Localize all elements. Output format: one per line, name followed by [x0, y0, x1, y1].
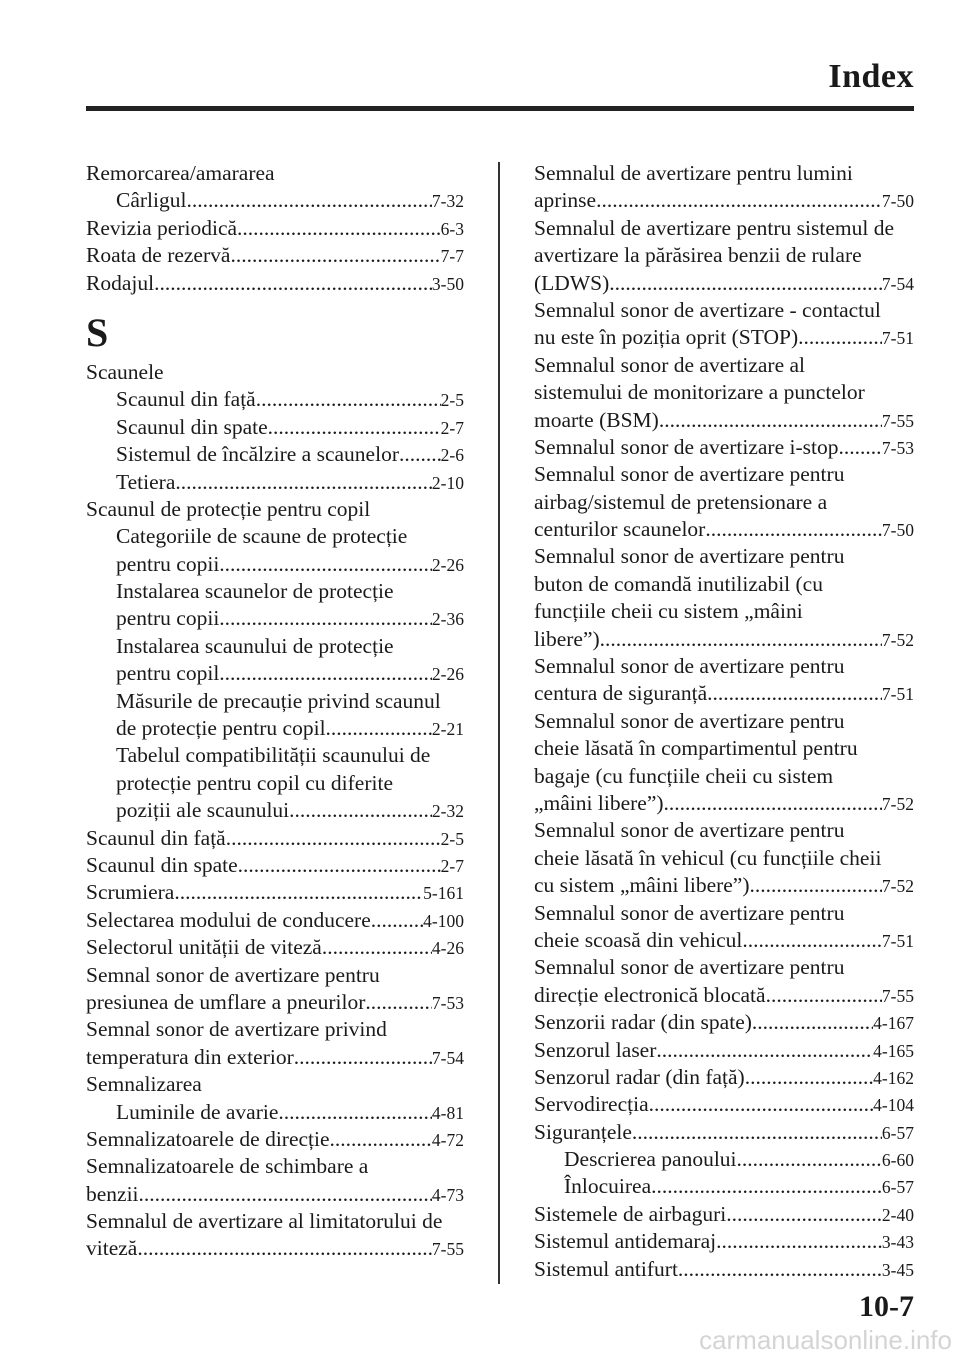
index-entry [86, 825, 464, 852]
index-subentry [86, 469, 464, 496]
entry-label: avertizare la părăsirea benzii de rulare [534, 243, 862, 268]
entry-page-ref: 4-104 [873, 1095, 914, 1116]
entry-label: Semnal sonor de avertizare pentru [86, 962, 380, 987]
index-entry [534, 982, 914, 1009]
dot-leader [737, 1146, 882, 1173]
index-entry [534, 872, 914, 899]
index-entry [86, 496, 464, 523]
entry-page-ref: 7-50 [881, 191, 914, 212]
entry-page-ref: 2-26 [431, 554, 464, 575]
dot-leader [678, 1256, 882, 1283]
entry-page-ref: 2-10 [431, 472, 464, 493]
dot-leader [175, 469, 432, 496]
entry-page-ref: 7-50 [881, 520, 914, 541]
entry-label: pentru copii [116, 551, 220, 576]
entry-label: Semnalizatoarele de direcție [86, 1126, 330, 1151]
index-column-right [534, 160, 914, 1283]
index-entry [534, 242, 914, 269]
dot-leader [839, 434, 882, 461]
entry-label: Semnalul sonor de avertizare pentru [534, 544, 845, 569]
entry-label: Scaunul din spate [86, 852, 238, 877]
entry-label: cheie lăsată în compartimentul pentru [534, 736, 858, 761]
dot-leader [237, 215, 441, 242]
index-entry [534, 817, 914, 844]
entry-page-ref: 2-5 [440, 828, 464, 849]
entry-page-ref: 2-26 [431, 664, 464, 685]
watermark: carmanualsonline.info [699, 1325, 952, 1355]
index-entry [534, 1119, 914, 1146]
index-subentry [86, 715, 464, 742]
index-subentry [534, 1173, 914, 1200]
entry-label: Scaunul de protecție pentru copil [86, 496, 371, 521]
entry-label: Semnalul sonor de avertizare pentru [534, 462, 845, 487]
dot-leader [726, 1201, 882, 1228]
entry-label: Instalarea scaunului de protecție [116, 633, 394, 658]
index-subentry [86, 688, 464, 715]
index-entry [534, 407, 914, 434]
entry-page-ref: 6-57 [881, 1122, 914, 1143]
entry-page-ref: 4-167 [873, 1013, 914, 1034]
entry-label: Descrierea panoului [564, 1147, 737, 1172]
index-subentry [86, 742, 464, 769]
entry-page-ref: 7-51 [881, 684, 914, 705]
entry-label: Scaunele [86, 359, 164, 384]
index-entry [86, 215, 464, 242]
entry-page-ref: 4-165 [873, 1040, 914, 1061]
index-entry [534, 352, 914, 379]
entry-label: nu este în poziția oprit (STOP) [534, 325, 799, 350]
index-entry [534, 763, 914, 790]
dot-leader [705, 516, 882, 543]
dot-leader [798, 324, 882, 351]
index-entry [534, 324, 914, 351]
index-entry [86, 1235, 464, 1262]
index-entry [86, 1153, 464, 1180]
index-entry [534, 434, 914, 461]
dot-leader [365, 989, 432, 1016]
entry-label: Semnalul de avertizare al limitatorului de [86, 1209, 443, 1234]
entry-label: Remorcarea/amararea [86, 161, 275, 185]
index-entry [86, 1181, 464, 1208]
entry-label: Sistemul de încălzire a scaunelor [116, 442, 399, 467]
entry-label: libere”) [534, 626, 600, 651]
dot-leader [268, 414, 441, 441]
dot-leader [371, 907, 423, 934]
entry-page-ref: 2-32 [431, 801, 464, 822]
index-entry [534, 900, 914, 927]
index-entry [534, 543, 914, 570]
index-entry [86, 160, 464, 187]
entry-label: Semnalizarea [86, 1072, 202, 1097]
entry-label: Senzorul radar (din față) [534, 1064, 745, 1089]
index-entry [534, 160, 914, 187]
dot-leader [330, 1126, 432, 1153]
entry-label: Semnalul de avertizare pentru sistemul de [534, 215, 894, 240]
dot-leader [609, 270, 882, 297]
index-subentry [86, 660, 464, 687]
entry-page-ref: 2-5 [440, 390, 464, 411]
dot-leader [600, 626, 882, 653]
index-subentry [534, 1146, 914, 1173]
index-entry [534, 845, 914, 872]
entry-page-ref: 2-7 [440, 417, 464, 438]
index-subentry [86, 1099, 464, 1126]
index-entry [534, 1256, 914, 1283]
entry-page-ref: 7-32 [431, 191, 464, 212]
dot-leader [256, 386, 441, 413]
entry-label: Scrumiera [86, 880, 175, 905]
entry-label: Semnalul sonor de avertizare i-stop [534, 434, 839, 459]
index-entry [534, 927, 914, 954]
dot-leader [632, 1119, 882, 1146]
dot-leader [230, 242, 440, 269]
index-entry [534, 1064, 914, 1091]
index-entry [86, 852, 464, 879]
entry-label: Sistemul antidemaraj [534, 1229, 717, 1254]
entry-label: Cârligul [116, 188, 187, 213]
index-entry [534, 461, 914, 488]
entry-page-ref: 4-26 [431, 938, 464, 959]
index-entry [534, 1201, 914, 1228]
entry-label: Semnalul sonor de avertizare pentru [534, 818, 845, 843]
entry-label: buton de comandă inutilizabil (cu [534, 571, 823, 596]
index-column-left [86, 160, 464, 1263]
entry-label: Tabelul compatibilității scaunului de [116, 743, 431, 768]
entry-label: presiunea de umflare a pneurilor [86, 989, 366, 1014]
entry-label: viteză [86, 1236, 138, 1261]
entry-page-ref: 6-57 [881, 1177, 914, 1198]
index-entry [86, 242, 464, 269]
index-entry [86, 934, 464, 961]
index-entry [534, 187, 914, 214]
index-entry [534, 1009, 914, 1036]
index-entry [86, 270, 464, 297]
dot-leader [226, 825, 441, 852]
entry-label: centura de siguranță [534, 681, 708, 706]
entry-page-ref: 2-6 [440, 445, 464, 466]
dot-leader [664, 790, 882, 817]
entry-label: benzii [86, 1181, 139, 1206]
entry-label: Semnalul sonor de avertizare pentru [534, 708, 845, 733]
entry-page-ref: 4-73 [431, 1184, 464, 1205]
dot-leader [289, 797, 432, 824]
entry-page-ref: 4-81 [431, 1102, 464, 1123]
entry-page-ref: 3-45 [881, 1259, 914, 1280]
entry-label: Selectarea modului de conducere [86, 907, 371, 932]
index-entry [534, 215, 914, 242]
dot-leader [659, 407, 882, 434]
entry-label: Semnalul sonor de avertizare - contactul [534, 297, 881, 322]
entry-label: funcțiile cheii cu sistem „mâini [534, 599, 803, 624]
entry-label: aprinse [534, 188, 597, 213]
dot-leader [278, 1099, 432, 1126]
index-subentry [86, 386, 464, 413]
entry-page-ref: 7-53 [881, 437, 914, 458]
entry-label: Roata de rezervă [86, 243, 231, 268]
entry-page-ref: 6-60 [881, 1150, 914, 1171]
entry-label: Sistemul antifurt [534, 1256, 678, 1281]
entry-page-ref: 7-53 [431, 992, 464, 1013]
dot-leader [707, 680, 882, 707]
dot-leader [139, 1181, 432, 1208]
index-entry [534, 516, 914, 543]
entry-label: cheie lăsată în vehicul (cu funcțiile cheii [534, 845, 882, 870]
dot-leader [137, 1235, 432, 1262]
entry-page-ref: 7-52 [881, 629, 914, 650]
dot-leader [322, 934, 432, 961]
index-section-letter: S [86, 309, 109, 355]
dot-leader [766, 982, 882, 1009]
entry-label: airbag/sistemul de pretensionare a [534, 489, 828, 514]
entry-label: Scaunul din spate [116, 414, 268, 439]
dot-leader [154, 270, 432, 297]
entry-label: Semnalul sonor de avertizare pentru [534, 900, 845, 925]
header-rule [86, 106, 914, 111]
entry-page-ref: 4-162 [873, 1067, 914, 1088]
entry-label: Selectorul unității de viteză [86, 935, 322, 960]
entry-label: Semnalul sonor de avertizare pentru [534, 654, 845, 679]
index-subentry [86, 551, 464, 578]
entry-label: Sistemele de airbaguri [534, 1201, 727, 1226]
index-entry [534, 598, 914, 625]
entry-label: Scaunul din față [116, 387, 256, 412]
entry-label: Servodirecția [534, 1092, 649, 1117]
index-entry [86, 359, 464, 386]
index-subentry [86, 770, 464, 797]
entry-page-ref: 7-51 [881, 930, 914, 951]
dot-leader [649, 1091, 874, 1118]
index-entry [534, 790, 914, 817]
entry-page-ref: 7-55 [431, 1239, 464, 1260]
index-entry [534, 489, 914, 516]
index-entry [86, 1208, 464, 1235]
entry-label: Luminile de avarie [116, 1099, 279, 1124]
entry-page-ref: 4-72 [431, 1129, 464, 1150]
entry-label: bagaje (cu funcțiile cheii cu sistem [534, 763, 834, 788]
entry-label: sistemului de monitorizare a punctelor [534, 380, 865, 405]
entry-label: protecție pentru copil cu diferite [116, 770, 393, 795]
entry-label: cheie scoasă din vehicul [534, 927, 743, 952]
dot-leader [219, 551, 432, 578]
column-divider [498, 162, 500, 1284]
entry-label: direcție electronică blocată [534, 982, 766, 1007]
entry-label: pentru copii [116, 606, 220, 631]
entry-label: „mâini libere”) [534, 790, 664, 815]
entry-page-ref: 7-7 [440, 246, 464, 267]
index-subentry [86, 187, 464, 214]
dot-leader [750, 872, 882, 899]
dot-leader [326, 715, 432, 742]
entry-page-ref: 7-54 [881, 273, 914, 294]
entry-label: pentru copil [116, 661, 220, 686]
index-entry [534, 270, 914, 297]
index-entry [86, 962, 464, 989]
entry-label: Senzorii radar (din spate) [534, 1010, 752, 1035]
index-entry [86, 907, 464, 934]
entry-page-ref: 2-40 [881, 1204, 914, 1225]
index-entry [534, 379, 914, 406]
entry-label: Tetiera [116, 469, 176, 494]
entry-page-ref: 7-54 [431, 1047, 464, 1068]
dot-leader [399, 441, 441, 468]
entry-label: Senzorul laser [534, 1037, 657, 1062]
dot-leader [219, 660, 432, 687]
entry-label: Semnalizatoarele de schimbare a [86, 1154, 369, 1179]
entry-label: (LDWS) [534, 270, 610, 295]
index-entry [534, 708, 914, 735]
entry-label: Măsurile de precauție privind scaunul [116, 688, 441, 713]
dot-leader [745, 1064, 873, 1091]
index-subentry [86, 605, 464, 632]
dot-leader [752, 1009, 873, 1036]
page-number: 10-7 [859, 1290, 914, 1323]
entry-label: Semnalul de avertizare pentru lumini [534, 161, 853, 185]
dot-leader [716, 1228, 882, 1255]
entry-page-ref: 3-50 [431, 273, 464, 294]
entry-page-ref: 7-55 [881, 985, 914, 1006]
index-entry [534, 626, 914, 653]
entry-label: Scaunul din față [86, 825, 226, 850]
index-entry [86, 1126, 464, 1153]
entry-page-ref: 2-7 [440, 855, 464, 876]
entry-label: Revizia periodică [86, 215, 238, 240]
entry-page-ref: 4-100 [423, 910, 464, 931]
index-entry [534, 680, 914, 707]
index-subentry [86, 523, 464, 550]
dot-leader [186, 187, 431, 214]
entry-page-ref: 5-161 [423, 883, 464, 904]
index-subentry [86, 797, 464, 824]
entry-page-ref: 6-3 [440, 218, 464, 239]
entry-label: centurilor scaunelor [534, 517, 706, 542]
index-entry [534, 1091, 914, 1118]
entry-label: de protecție pentru copil [116, 716, 326, 741]
dot-leader [219, 605, 432, 632]
index-entry [86, 879, 464, 906]
index-entry [534, 653, 914, 680]
index-subentry [86, 578, 464, 605]
entry-label: Siguranțele [534, 1119, 632, 1144]
entry-label: Instalarea scaunelor de protecție [116, 579, 394, 604]
dot-leader [742, 927, 882, 954]
entry-label: Rodajul [86, 270, 155, 295]
dot-leader [238, 852, 441, 879]
index-subentry [86, 441, 464, 468]
entry-page-ref: 7-55 [881, 410, 914, 431]
entry-page-ref: 7-52 [881, 876, 914, 897]
index-subentry [86, 633, 464, 660]
dot-leader [174, 879, 423, 906]
entry-page-ref: 7-51 [881, 328, 914, 349]
entry-page-ref: 3-43 [881, 1232, 914, 1253]
index-entry [86, 1071, 464, 1098]
entry-label: Semnal sonor de avertizare privind [86, 1017, 387, 1042]
index-entry [86, 1016, 464, 1043]
entry-page-ref: 2-36 [431, 609, 464, 630]
dot-leader [651, 1173, 882, 1200]
index-entry [534, 954, 914, 981]
index-entry [534, 297, 914, 324]
page-title: Index [828, 58, 914, 95]
entry-label: temperatura din exterior [86, 1044, 294, 1069]
entry-label: Înlocuirea [564, 1174, 652, 1199]
index-entry [86, 1044, 464, 1071]
index-entry [86, 989, 464, 1016]
entry-label: poziții ale scaunului [116, 798, 290, 823]
entry-label: moarte (BSM) [534, 407, 659, 432]
entry-page-ref: 2-21 [431, 719, 464, 740]
index-entry [534, 1228, 914, 1255]
dot-leader [294, 1044, 432, 1071]
entry-page-ref: 7-52 [881, 793, 914, 814]
index-subentry [86, 414, 464, 441]
entry-label: Categoriile de scaune de protecție [116, 524, 408, 549]
index-entry [534, 571, 914, 598]
entry-label: Semnalul sonor de avertizare pentru [534, 955, 845, 980]
entry-label: Semnalul sonor de avertizare al [534, 352, 806, 377]
index-entry [534, 1037, 914, 1064]
index-entry [534, 735, 914, 762]
dot-leader [656, 1037, 873, 1064]
dot-leader [596, 187, 882, 214]
entry-label: cu sistem „mâini libere”) [534, 873, 750, 898]
